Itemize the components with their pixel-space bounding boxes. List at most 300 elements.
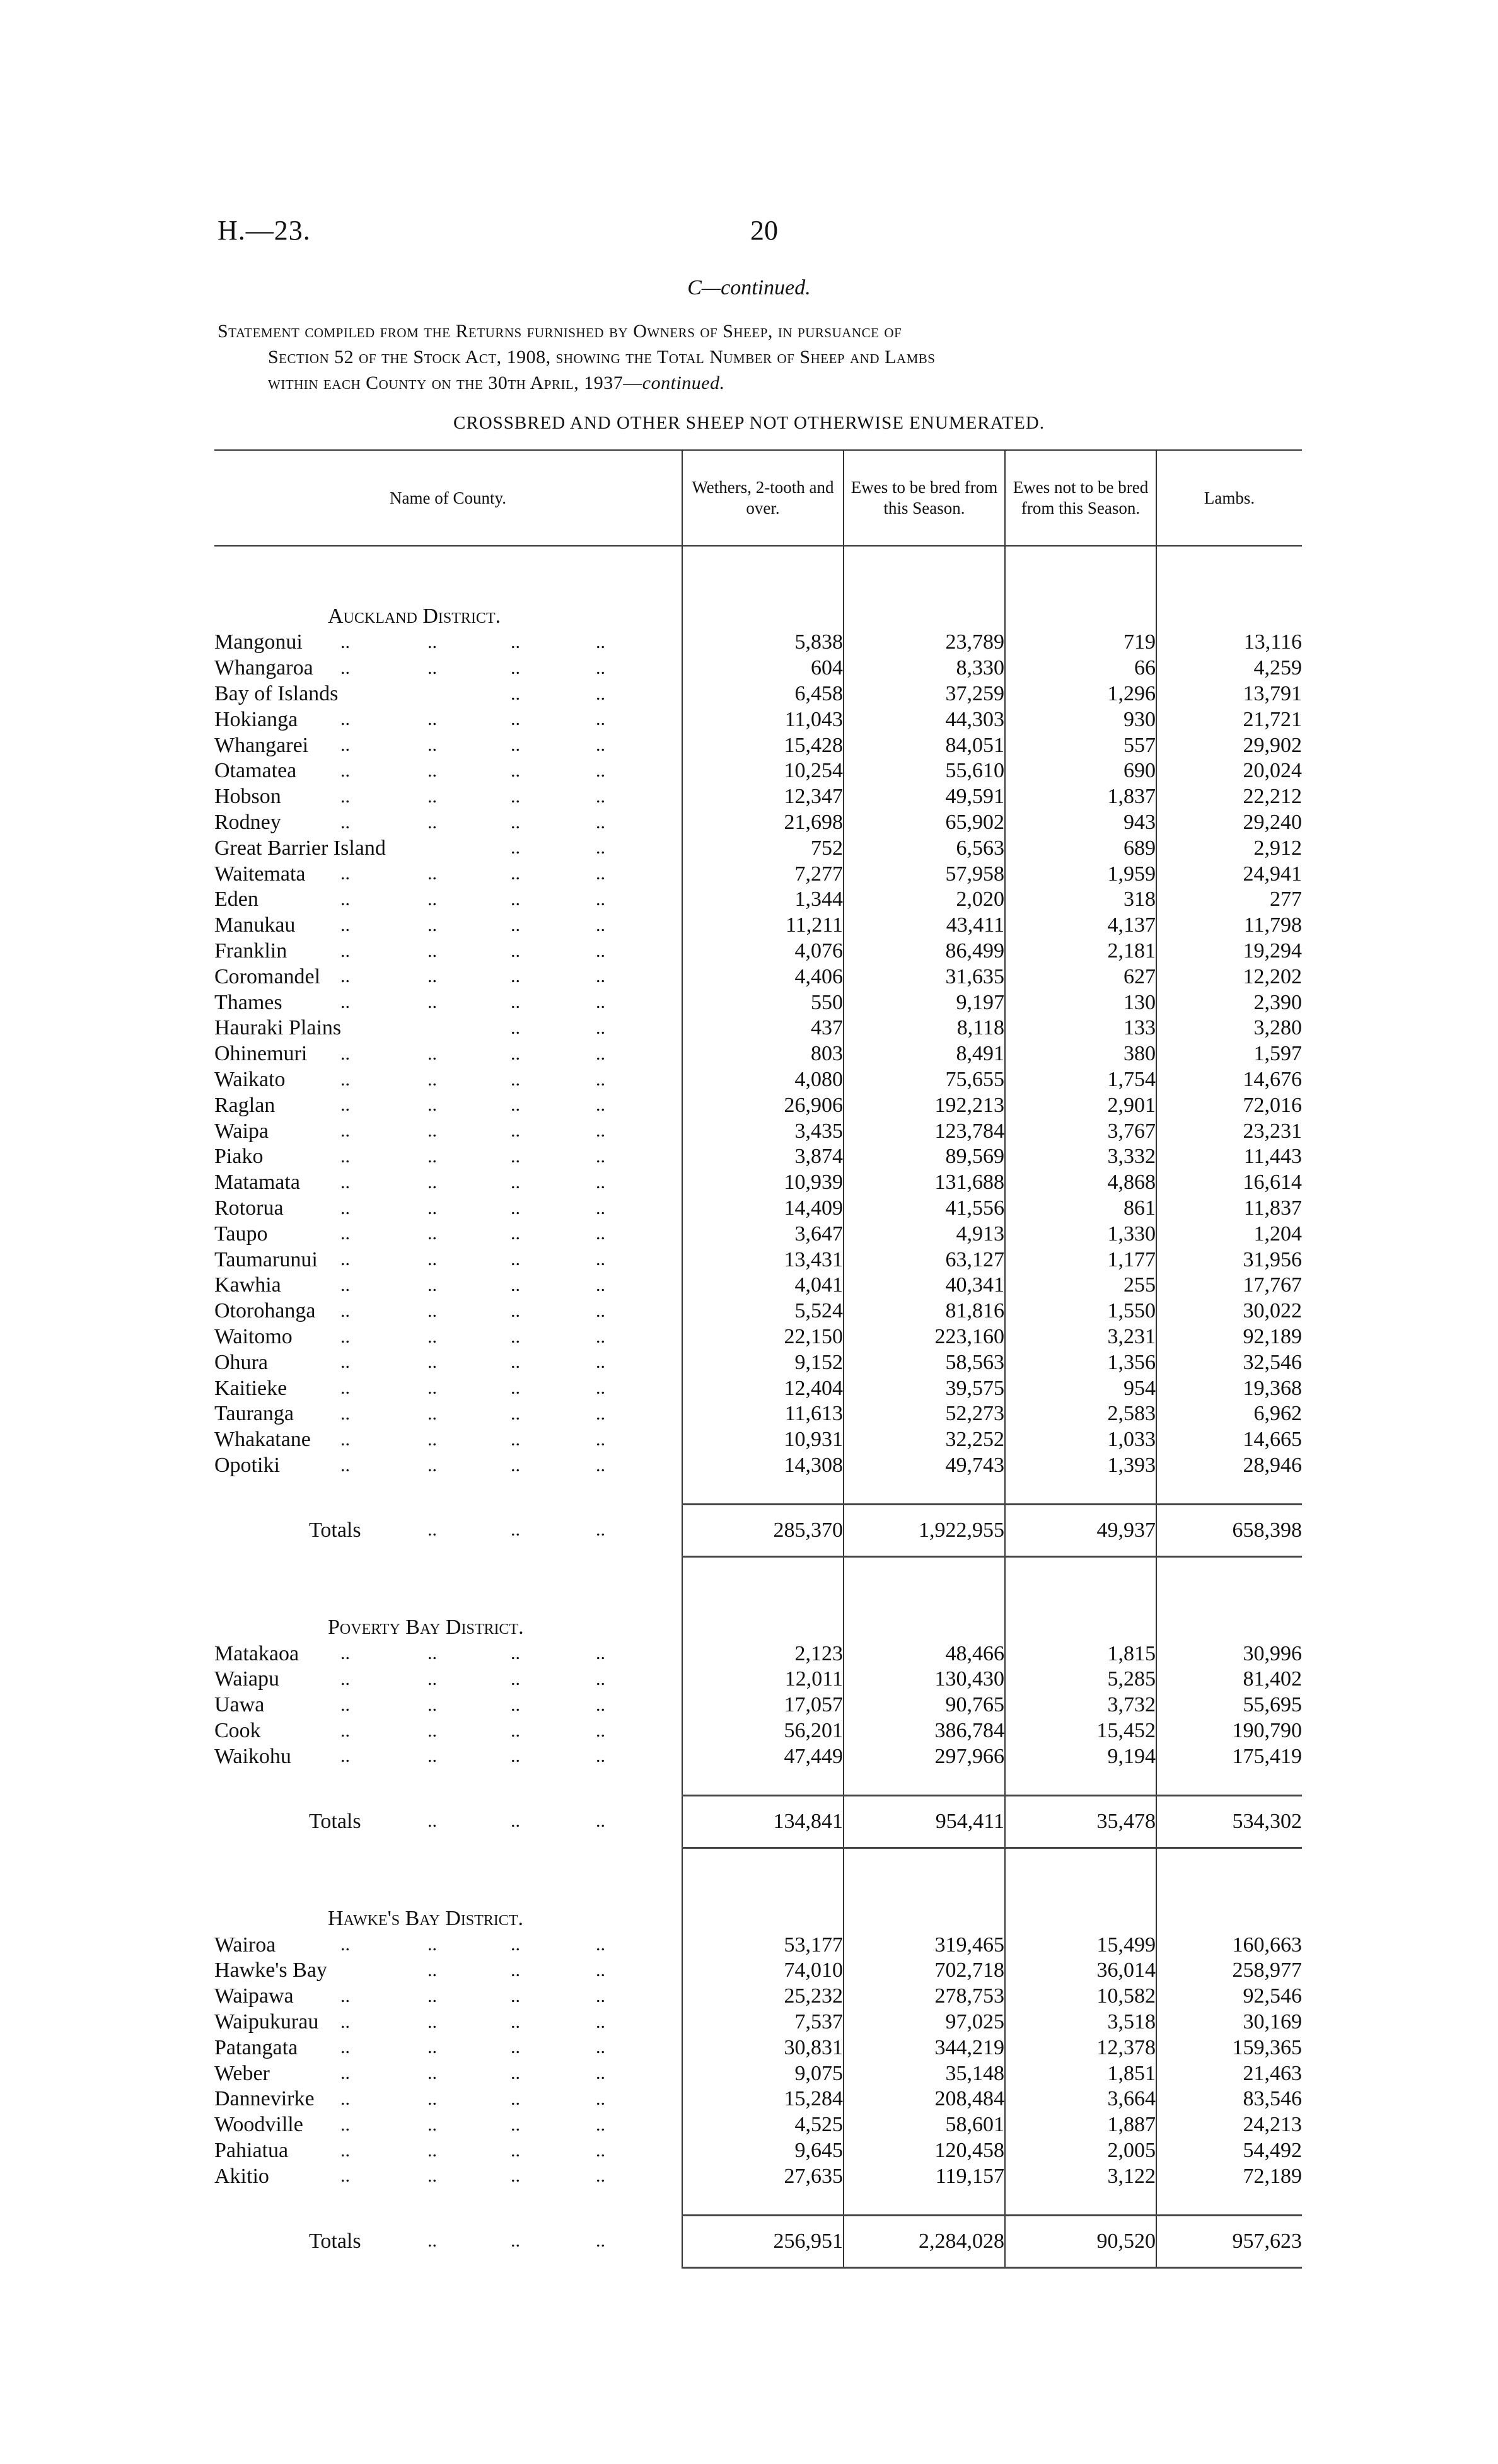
county-name: Rotorua	[214, 1196, 284, 1220]
spacer-cell	[1005, 1557, 1156, 1615]
county-cell	[214, 1247, 682, 1273]
leader-dot: ..	[427, 1326, 437, 1347]
county-cell	[214, 1324, 682, 1350]
cell-ewes-bred: 9,197	[844, 990, 1005, 1015]
leader-dot: ..	[427, 2088, 437, 2110]
cell-wethers: 14,308	[682, 1453, 844, 1479]
spacer-cell	[214, 1478, 682, 1505]
spacer-row	[214, 1557, 1302, 1615]
cell-wethers: 1,344	[682, 887, 844, 913]
leader-dot: ..	[427, 1043, 437, 1064]
leader-dot: ..	[340, 1643, 350, 1664]
cell-ewes-bred: 32,252	[844, 1427, 1005, 1453]
cell-ewes-not-bred: 1,887	[1005, 2112, 1156, 2138]
leader-dot: ..	[340, 1094, 350, 1116]
cell-lambs: 23,231	[1156, 1118, 1302, 1144]
cell-ewes-bred: 278,753	[844, 1984, 1005, 2010]
leader-dot: ..	[511, 1145, 520, 1167]
leader-dots	[214, 1932, 682, 1958]
cell-lambs: 14,676	[1156, 1067, 1302, 1093]
cell-wethers: 15,284	[682, 2086, 844, 2112]
cell-wethers: 9,645	[682, 2138, 844, 2164]
totals-label: Totals	[309, 1810, 361, 1834]
county-name: Kawhia	[214, 1273, 281, 1297]
spacer-cell	[1156, 1848, 1302, 1906]
cell-ewes-bred: 344,219	[844, 2035, 1005, 2061]
district-heading-row	[214, 603, 1302, 630]
leader-dot: ..	[340, 760, 350, 781]
leader-dots	[214, 2163, 682, 2189]
leader-dot: ..	[511, 1745, 520, 1767]
cell-ewes-not-bred: 1,296	[1005, 681, 1156, 707]
leader-dot: ..	[596, 940, 605, 961]
leader-dot: ..	[511, 811, 520, 833]
leader-dot: ..	[596, 1810, 605, 1831]
county-name: Bay of Islands	[214, 681, 339, 705]
cell-wethers: 10,931	[682, 1427, 844, 1453]
leader-dots	[214, 810, 682, 836]
col-header-name: Name of County.	[214, 450, 682, 546]
leader-dot: ..	[596, 837, 605, 859]
county-name: Piako	[214, 1145, 264, 1169]
cell-ewes-not-bred: 1,851	[1005, 2061, 1156, 2086]
county-cell	[214, 1299, 682, 1324]
cell-ewes-bred: 4,913	[844, 1221, 1005, 1247]
cell-ewes-bred: 702,718	[844, 1958, 1005, 1984]
cell-wethers: 7,277	[682, 861, 844, 887]
cell-ewes-not-bred: 1,754	[1005, 1067, 1156, 1093]
leader-dot: ..	[596, 2139, 605, 2161]
cell-lambs: 22,212	[1156, 784, 1302, 810]
cell-lambs: 3,280	[1156, 1015, 1302, 1041]
table-row	[214, 1375, 1302, 1401]
leader-dot: ..	[511, 837, 520, 859]
spacer-cell	[844, 1848, 1005, 1906]
cell-ewes-not-bred: 2,181	[1005, 939, 1156, 964]
cell-ewes-bred: 89,569	[844, 1144, 1005, 1170]
leader-dot: ..	[596, 1017, 605, 1038]
header-row	[214, 450, 1302, 546]
county-name: Waitemata	[214, 862, 306, 886]
totals-row	[214, 1505, 1302, 1557]
leader-dot: ..	[511, 1017, 520, 1038]
leader-dot: ..	[340, 811, 350, 833]
cell-wethers: 9,152	[682, 1350, 844, 1375]
leader-dot: ..	[427, 1720, 437, 1741]
county-cell	[214, 1170, 682, 1196]
leader-dot: ..	[596, 1223, 605, 1244]
totals-label-cell	[214, 2216, 682, 2268]
leader-dot: ..	[511, 1518, 520, 1540]
table-row	[214, 1718, 1302, 1744]
leader-dot: ..	[427, 1171, 437, 1193]
leader-dot: ..	[427, 1454, 437, 1476]
cell-wethers: 11,211	[682, 913, 844, 939]
table-row	[214, 1247, 1302, 1273]
col-header-ewes-not-bred: Ewes not to be bred from this Season.	[1005, 450, 1156, 546]
cell-wethers: 550	[682, 990, 844, 1015]
county-cell	[214, 1641, 682, 1667]
cell-lambs: 11,798	[1156, 913, 1302, 939]
cell-ewes-not-bred: 3,231	[1005, 1324, 1156, 1350]
leader-dots	[214, 1453, 682, 1479]
cell-ewes-bred: 84,051	[844, 732, 1005, 758]
statement-line-2: Section 52 of the Stock Act, 1908, showing the Total Number of Sheep and Lambs	[268, 347, 936, 367]
cell-ewes-bred: 130,430	[844, 1667, 1005, 1692]
cell-wethers: 9,075	[682, 2061, 844, 2086]
empty-cell	[1156, 1614, 1302, 1641]
cell-lambs: 21,721	[1156, 707, 1302, 732]
county-name: Thames	[214, 990, 282, 1014]
leader-dot: ..	[596, 1643, 605, 1664]
table-row	[214, 1015, 1302, 1041]
cell-ewes-bred: 97,025	[844, 2010, 1005, 2035]
leader-dot: ..	[596, 1068, 605, 1090]
leader-dots	[214, 1221, 682, 1247]
leader-dot: ..	[340, 2062, 350, 2084]
leader-dot: ..	[511, 683, 520, 704]
leader-dot: ..	[596, 1171, 605, 1193]
continued-heading	[0, 276, 1498, 300]
leader-dot: ..	[511, 1934, 520, 1955]
total-wethers: 285,370	[682, 1505, 844, 1557]
cell-wethers: 4,076	[682, 939, 844, 964]
leader-dot: ..	[340, 632, 350, 652]
cell-ewes-not-bred: 3,518	[1005, 2010, 1156, 2035]
county-name: Uawa	[214, 1693, 265, 1717]
spacer-cell	[1005, 1478, 1156, 1505]
table-row	[214, 707, 1302, 732]
cell-ewes-not-bred: 627	[1005, 964, 1156, 990]
leader-dot: ..	[427, 1351, 437, 1373]
cell-wethers: 13,431	[682, 1247, 844, 1273]
cell-ewes-bred: 8,491	[844, 1041, 1005, 1067]
cell-ewes-not-bred: 2,583	[1005, 1401, 1156, 1427]
spacer-cell	[1156, 2189, 1302, 2216]
leader-dot: ..	[427, 1428, 437, 1450]
cell-ewes-bred: 90,765	[844, 1692, 1005, 1718]
leader-dot: ..	[596, 1454, 605, 1476]
county-name: Dannevirke	[214, 2087, 315, 2111]
spacer-cell	[214, 1848, 682, 1906]
spacer-cell	[214, 546, 682, 603]
cell-lambs: 19,294	[1156, 939, 1302, 964]
cell-wethers: 17,057	[682, 1692, 844, 1718]
cell-ewes-not-bred: 1,330	[1005, 1221, 1156, 1247]
cell-lambs: 24,213	[1156, 2112, 1302, 2138]
cell-ewes-not-bred: 3,732	[1005, 1692, 1156, 1718]
county-name: Waikohu	[214, 1744, 291, 1768]
cell-lambs: 28,946	[1156, 1453, 1302, 1479]
leader-dot: ..	[596, 1274, 605, 1295]
spacer-cell	[682, 1848, 844, 1906]
cell-ewes-bred: 52,273	[844, 1401, 1005, 1427]
table-row	[214, 835, 1302, 861]
leader-dot: ..	[511, 914, 520, 935]
table-row	[214, 656, 1302, 681]
leader-dot: ..	[427, 1694, 437, 1715]
leader-dot: ..	[427, 863, 437, 884]
leader-dot: ..	[596, 1934, 605, 1955]
empty-cell	[1005, 603, 1156, 630]
cell-ewes-bred: 55,610	[844, 758, 1005, 784]
county-cell	[214, 2035, 682, 2061]
cell-lambs: 32,546	[1156, 1350, 1302, 1375]
spacer-cell	[844, 546, 1005, 603]
cell-wethers: 11,043	[682, 707, 844, 732]
cell-wethers: 3,647	[682, 1221, 844, 1247]
county-name: Ohinemuri	[214, 1042, 308, 1066]
leader-dot: ..	[596, 914, 605, 935]
leader-dot: ..	[596, 2062, 605, 2084]
leader-dot: ..	[511, 888, 520, 910]
leader-dot: ..	[427, 1300, 437, 1321]
county-cell	[214, 1453, 682, 1479]
leader-dot: ..	[340, 1720, 350, 1741]
table-row	[214, 2112, 1302, 2138]
district-heading-row	[214, 1906, 1302, 1932]
leader-dots	[214, 1196, 682, 1222]
leader-dot: ..	[596, 2114, 605, 2135]
county-name: Kaitieke	[214, 1376, 287, 1400]
leader-dot: ..	[511, 1249, 520, 1270]
leader-dot: ..	[340, 2088, 350, 2110]
cell-ewes-bred: 8,330	[844, 656, 1005, 681]
cell-wethers: 53,177	[682, 1932, 844, 1958]
cell-lambs: 29,902	[1156, 732, 1302, 758]
leader-dot: ..	[511, 2011, 520, 2032]
leader-dots	[214, 887, 682, 913]
cell-wethers: 10,939	[682, 1170, 844, 1196]
leader-dots	[214, 1718, 682, 1744]
leader-dot: ..	[511, 785, 520, 807]
cell-wethers: 5,838	[682, 630, 844, 656]
cell-wethers: 6,458	[682, 681, 844, 707]
county-cell	[214, 1041, 682, 1067]
county-cell	[214, 1015, 682, 1041]
leader-dot: ..	[596, 1351, 605, 1373]
cell-lambs: 1,597	[1156, 1041, 1302, 1067]
cell-ewes-not-bred: 5,285	[1005, 1667, 1156, 1692]
cell-lambs: 6,962	[1156, 1401, 1302, 1427]
cell-lambs: 2,390	[1156, 990, 1302, 1015]
spacer-cell	[214, 1557, 682, 1615]
table-row	[214, 2086, 1302, 2112]
leader-dot: ..	[427, 1094, 437, 1116]
leader-dot: ..	[340, 1171, 350, 1193]
cell-ewes-not-bred: 690	[1005, 758, 1156, 784]
county-name: Hokianga	[214, 707, 298, 731]
leader-dot: ..	[511, 2139, 520, 2161]
cell-wethers: 12,347	[682, 784, 844, 810]
cell-ewes-bred: 41,556	[844, 1196, 1005, 1222]
cell-ewes-not-bred: 1,177	[1005, 1247, 1156, 1273]
cell-lambs: 72,189	[1156, 2163, 1302, 2189]
table-row	[214, 1744, 1302, 1769]
total-ewes-bred: 1,922,955	[844, 1505, 1005, 1557]
cell-lambs: 14,665	[1156, 1427, 1302, 1453]
county-cell	[214, 2138, 682, 2164]
county-name: Coromandel	[214, 964, 321, 988]
leader-dot: ..	[427, 888, 437, 910]
table-row	[214, 2138, 1302, 2164]
leader-dot: ..	[511, 1326, 520, 1347]
cell-ewes-bred: 37,259	[844, 681, 1005, 707]
leader-dot: ..	[427, 1518, 437, 1540]
cell-ewes-not-bred: 10,582	[1005, 1984, 1156, 2010]
cell-ewes-not-bred: 4,868	[1005, 1170, 1156, 1196]
leader-dot: ..	[596, 785, 605, 807]
leader-dot: ..	[427, 657, 437, 678]
leader-dot: ..	[340, 1985, 350, 2006]
cell-wethers: 437	[682, 1015, 844, 1041]
cell-ewes-not-bred: 1,959	[1005, 861, 1156, 887]
cell-ewes-not-bred: 15,452	[1005, 1718, 1156, 1744]
county-cell	[214, 964, 682, 990]
table-row	[214, 1641, 1302, 1667]
cell-ewes-not-bred: 1,033	[1005, 1427, 1156, 1453]
county-cell	[214, 887, 682, 913]
leader-dot: ..	[596, 1326, 605, 1347]
cell-ewes-not-bred: 2,901	[1005, 1092, 1156, 1118]
leader-dot: ..	[427, 2037, 437, 2058]
leader-dot: ..	[511, 1643, 520, 1664]
spacer-cell	[1005, 1848, 1156, 1906]
leader-dot: ..	[596, 811, 605, 833]
cell-wethers: 27,635	[682, 2163, 844, 2189]
cell-wethers: 11,613	[682, 1401, 844, 1427]
cell-wethers: 2,123	[682, 1641, 844, 1667]
leader-dot: ..	[340, 1694, 350, 1715]
cell-lambs: 55,695	[1156, 1692, 1302, 1718]
cell-lambs: 24,941	[1156, 861, 1302, 887]
spacer-cell	[1005, 2189, 1156, 2216]
cell-lambs: 159,365	[1156, 2035, 1302, 2061]
cell-ewes-not-bred: 3,122	[1005, 2163, 1156, 2189]
leader-dot: ..	[427, 1145, 437, 1167]
totals-label: Totals	[309, 2230, 361, 2253]
table-row	[214, 1221, 1302, 1247]
leader-dots	[214, 1350, 682, 1375]
cell-ewes-bred: 57,958	[844, 861, 1005, 887]
spacer-cell	[682, 1478, 844, 1505]
table-row	[214, 732, 1302, 758]
cell-lambs: 17,767	[1156, 1273, 1302, 1299]
county-cell	[214, 630, 682, 656]
table-row	[214, 2163, 1302, 2189]
leader-dots	[214, 2216, 682, 2268]
leader-dot: ..	[427, 1068, 437, 1090]
leader-dots	[214, 1092, 682, 1118]
leader-dot: ..	[340, 1223, 350, 1244]
leader-dot: ..	[596, 992, 605, 1013]
table-row	[214, 1092, 1302, 1118]
leader-dot: ..	[427, 1745, 437, 1767]
leader-dot: ..	[427, 2011, 437, 2032]
leader-dot: ..	[340, 2037, 350, 2058]
spacer-cell	[214, 2189, 682, 2216]
leader-dot: ..	[596, 1377, 605, 1399]
cell-lambs: 30,169	[1156, 2010, 1302, 2035]
cell-ewes-bred: 86,499	[844, 939, 1005, 964]
leader-dot: ..	[340, 1043, 350, 1064]
leader-dot: ..	[511, 2088, 520, 2110]
spacer-cell	[1005, 1769, 1156, 1796]
leader-dot: ..	[340, 709, 350, 730]
empty-cell	[682, 603, 844, 630]
county-name: Matakaoa	[214, 1641, 299, 1665]
leader-dot: ..	[596, 1518, 605, 1540]
cell-ewes-not-bred: 380	[1005, 1041, 1156, 1067]
cell-ewes-bred: 81,816	[844, 1299, 1005, 1324]
cell-lambs: 12,202	[1156, 964, 1302, 990]
cell-ewes-not-bred: 130	[1005, 990, 1156, 1015]
leader-dot: ..	[340, 2114, 350, 2135]
col-header-wethers: Wethers, 2-tooth and over.	[682, 450, 844, 546]
leader-dot: ..	[427, 966, 437, 987]
empty-cell	[1005, 1614, 1156, 1641]
cell-lambs: 2,912	[1156, 835, 1302, 861]
leader-dot: ..	[511, 1428, 520, 1450]
leader-dots	[214, 1144, 682, 1170]
county-name: Matamata	[214, 1171, 300, 1194]
county-name: Whangaroa	[214, 656, 313, 680]
leader-dot: ..	[596, 1960, 605, 1981]
table-row	[214, 1118, 1302, 1144]
leader-dot: ..	[596, 2088, 605, 2110]
cell-ewes-not-bred: 1,550	[1005, 1299, 1156, 1324]
leader-dot: ..	[596, 760, 605, 781]
county-cell	[214, 1196, 682, 1222]
county-cell	[214, 1667, 682, 1692]
cell-ewes-not-bred: 954	[1005, 1375, 1156, 1401]
cell-ewes-bred: 131,688	[844, 1170, 1005, 1196]
leader-dot: ..	[340, 2139, 350, 2161]
leader-dots	[214, 1667, 682, 1692]
table-row	[214, 630, 1302, 656]
leader-dot: ..	[511, 992, 520, 1013]
cell-lambs: 16,614	[1156, 1170, 1302, 1196]
cell-ewes-bred: 192,213	[844, 1092, 1005, 1118]
cell-lambs: 81,402	[1156, 1667, 1302, 1692]
leader-dot: ..	[511, 1300, 520, 1321]
cell-wethers: 5,524	[682, 1299, 844, 1324]
county-name: Waitomo	[214, 1324, 293, 1348]
leader-dot: ..	[596, 2230, 605, 2251]
table-row	[214, 2061, 1302, 2086]
county-cell	[214, 1350, 682, 1375]
statement-line-3-text: within each County on the 30th April, 1937—	[268, 373, 642, 393]
leader-dots	[214, 1273, 682, 1299]
table-row	[214, 784, 1302, 810]
county-cell	[214, 835, 682, 861]
leader-dot: ..	[340, 2165, 350, 2187]
cell-ewes-not-bred: 1,815	[1005, 1641, 1156, 1667]
empty-cell	[682, 1614, 844, 1641]
spacer-cell	[682, 1769, 844, 1796]
cell-wethers: 10,254	[682, 758, 844, 784]
cell-wethers: 4,525	[682, 2112, 844, 2138]
cell-ewes-bred: 65,902	[844, 810, 1005, 836]
cell-ewes-bred: 35,148	[844, 2061, 1005, 2086]
county-name: Mangonui	[214, 630, 303, 654]
table-row	[214, 810, 1302, 836]
leader-dot: ..	[340, 1377, 350, 1399]
leader-dot: ..	[511, 760, 520, 781]
leader-dot: ..	[340, 914, 350, 935]
leader-dot: ..	[511, 1377, 520, 1399]
county-name: Hawke's Bay	[214, 1958, 327, 1982]
